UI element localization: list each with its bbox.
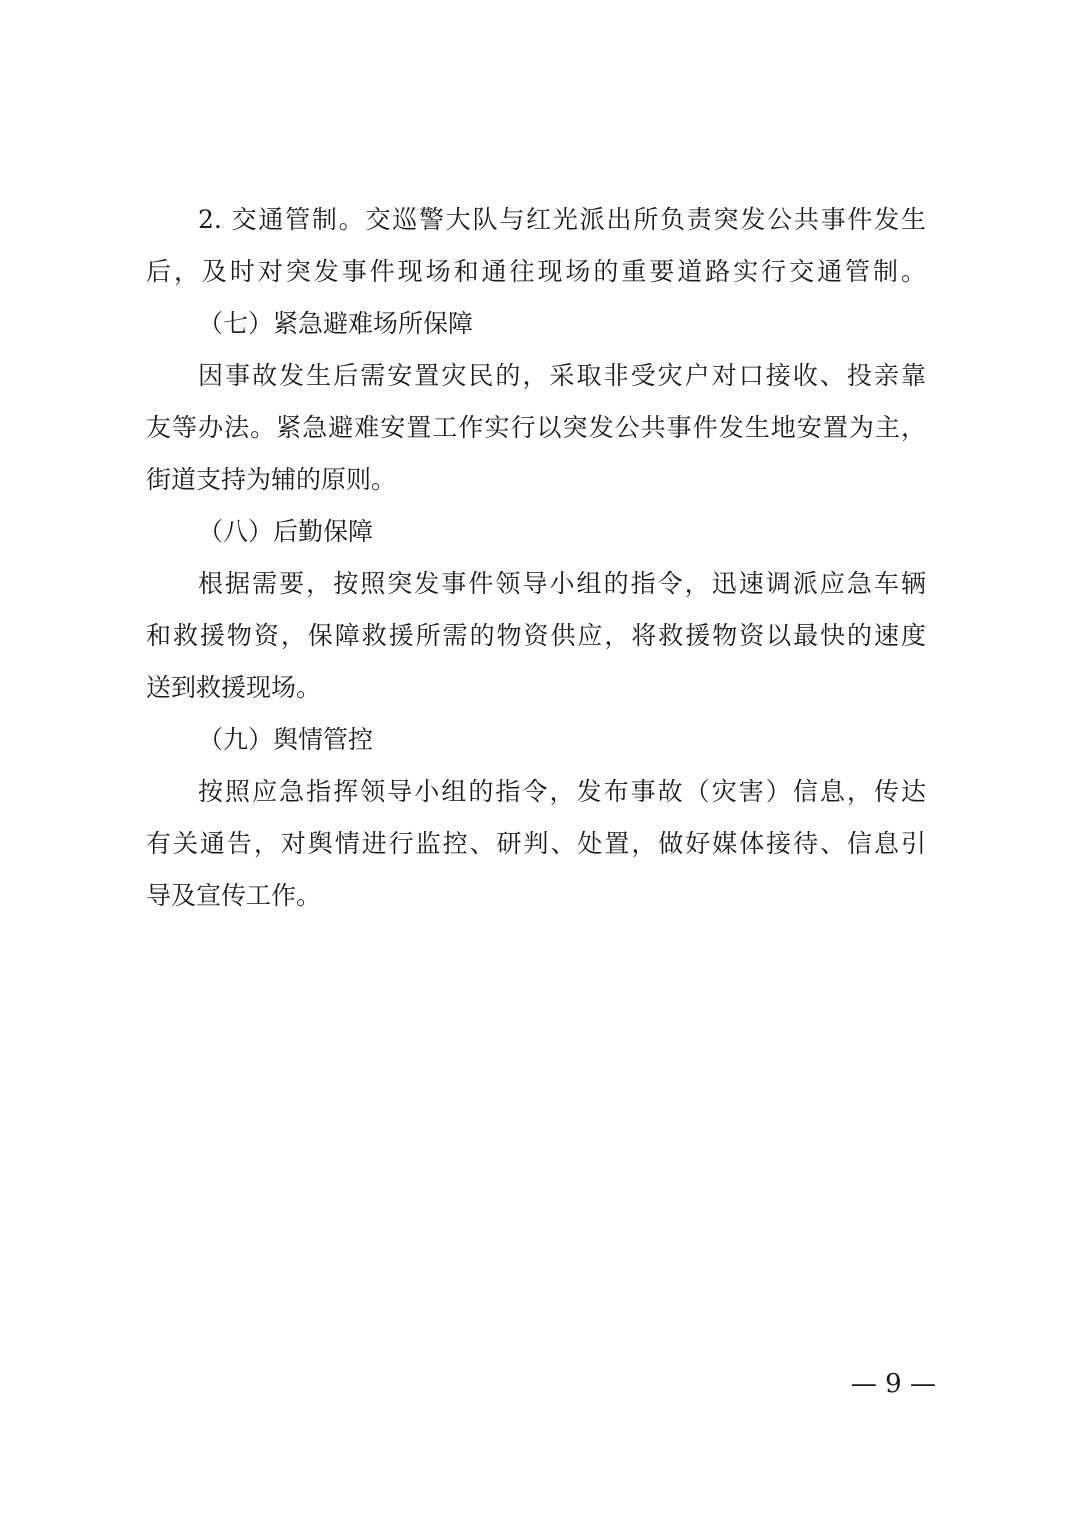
paragraph-logistics-line-1: 根据需要，按照突发事件领导小组的指令，迅速调派应急车辆: [198, 569, 926, 598]
paragraph-shelter-line-2: 友等办法。紧急避难安置工作实行以突发公共事件发生地安置为主，: [146, 413, 926, 442]
paragraph-traffic-control-line-2: 后，及时对突发事件现场和通往现场的重要道路实行交通管制。: [146, 257, 926, 286]
section-heading-logistics: （八）后勤保障: [198, 517, 374, 546]
paragraph-shelter-line-3: 街道支持为辅的原则。: [146, 465, 397, 494]
section-heading-public-opinion: （九）舆情管控: [198, 725, 374, 754]
paragraph-public-opinion-line-2: 有关通告，对舆情进行监控、研判、处置，做好媒体接待、信息引: [146, 829, 926, 858]
paragraph-traffic-control-line-1: 2. 交通管制。交巡警大队与红光派出所负责突发公共事件发生: [198, 205, 926, 234]
paragraph-public-opinion-line-3: 导及宣传工作。: [146, 881, 322, 910]
page-number: — 9 —: [850, 1369, 936, 1399]
paragraph-shelter-line-1: 因事故发生后需安置灾民的，采取非受灾户对口接收、投亲靠: [198, 361, 926, 390]
paragraph-logistics-line-3: 送到救援现场。: [146, 673, 322, 702]
section-heading-emergency-shelter: （七）紧急避难场所保障: [198, 309, 474, 338]
paragraph-logistics-line-2: 和救援物资，保障救援所需的物资供应，将救援物资以最快的速度: [146, 621, 926, 650]
paragraph-public-opinion-line-1: 按照应急指挥领导小组的指令，发布事故（灾害）信息，传达: [198, 777, 926, 806]
